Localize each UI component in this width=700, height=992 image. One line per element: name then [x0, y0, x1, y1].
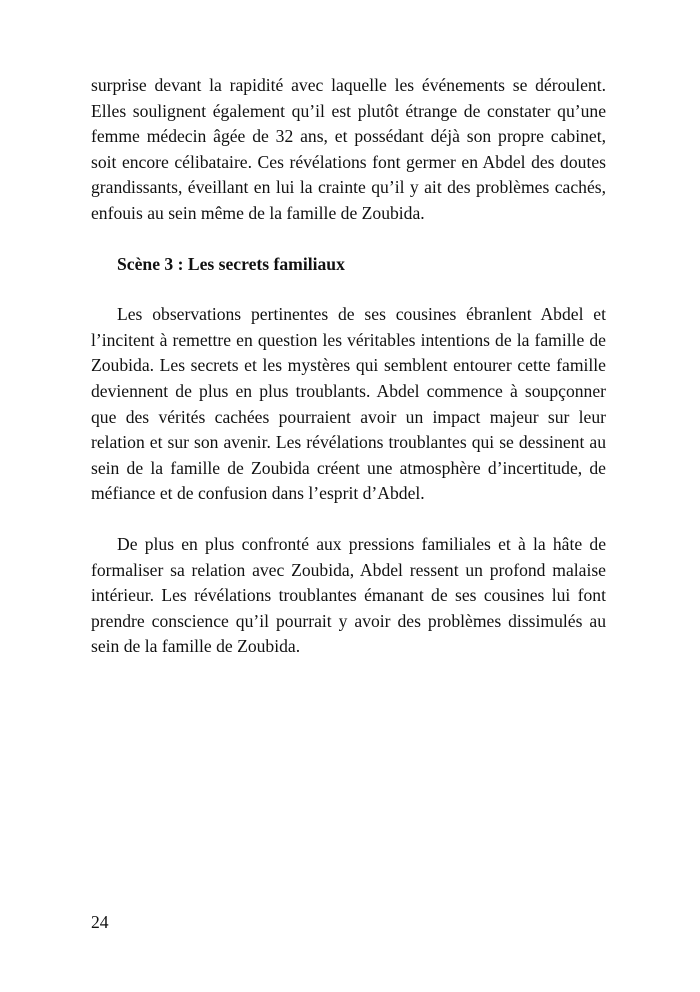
paragraph-continued: surprise devant la rapidité avec laquelle les événements se déroulent. Elles soulignent également qu’il est plutôt étrange de constater qu’une femme médecin âgée de 32 ans, et possédant déjà son propre cabinet, soit encore célibataire. Ces révélations font germer en Abdel des doutes grandissants, éveillant en lui la crainte qu’il y ait des problèmes cachés, enfouis au sein même de la famille de Zoubida. — [91, 75, 606, 223]
paragraph-pressions: De plus en plus confronté aux pressions familiales et à la hâte de formaliser sa relation avec Zoubida, Abdel ressent un profond malaise intérieur. Les révélations troublantes émanant de ses cousines lui font prendre conscience qu’il pourrait y avoir des problèmes dissimulés au sein de la famille de Zoubida. — [91, 533, 606, 657]
paragraph-observations: Les observations pertinentes de ses cousines ébranlent Abdel et l’incitent à remettre en question les véritables intentions de la famille de Zoubida. Les secrets et les mystères qui semblent entourer cette famille deviennent de plus en plus troublants. Abdel commence à soupçonner que des vérités cachées pourraient avoir un impact majeur sur leur relation et sur son avenir. Les révélations troublantes qui se dessinent au sein de la famille de Zoubida créent une atmosphère d’incertitude, de méfiance et de confusion dans l’esprit d’Abdel. — [91, 304, 606, 504]
page-number: 24 — [91, 912, 109, 932]
scene-heading: Scène 3 : Les secrets familiaux — [117, 253, 345, 274]
page-body — [91, 73, 606, 660]
